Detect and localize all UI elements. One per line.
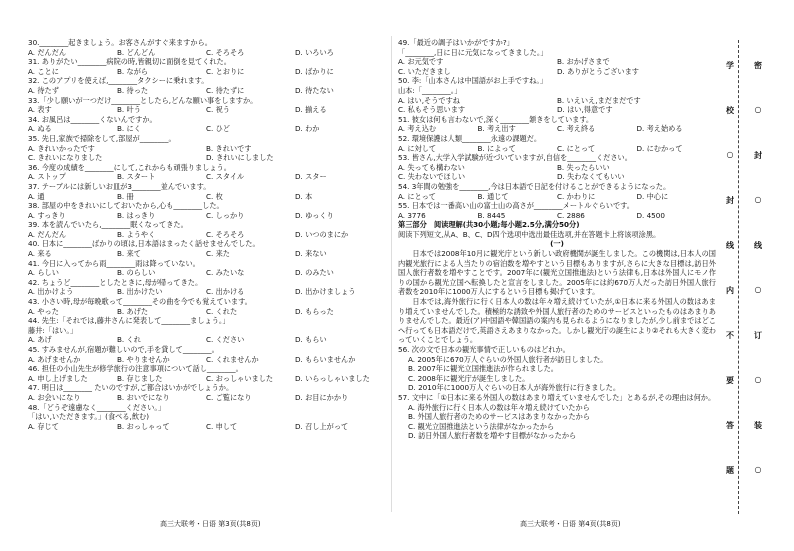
answer-option: C. にとって	[557, 143, 596, 153]
answer-option: A. あげ	[28, 335, 52, 345]
option-row	[28, 144, 384, 154]
option-row	[28, 287, 384, 297]
answer-option: D. 考え始める	[636, 124, 683, 134]
question-stem: 37. テーブルには新しいお皿が3________並んでいます。	[28, 181, 211, 191]
answer-option: D. もらった	[295, 306, 334, 316]
answer-option: D. お目にかかり	[295, 392, 349, 402]
margin-char: ○	[754, 375, 762, 384]
question-stem: 51. 彼女は何も言わないで,深く________頷きをしています。	[398, 114, 594, 124]
margin-char: 答	[726, 421, 734, 430]
option-row	[398, 144, 716, 154]
answer-option: A. ストップ	[28, 172, 66, 182]
answer-option: C. くれた	[206, 306, 238, 316]
answer-option: C. ご覧になり	[206, 392, 252, 402]
answer-option: B. によって	[477, 143, 516, 153]
answer-option: D. 中心に	[636, 191, 669, 201]
answer-option: A. 3776	[398, 210, 426, 220]
answer-option: B. 考え出す	[477, 124, 516, 134]
question-stem: 33.「少し願いが一つだけ________としたら,どんな願い事をしますか。	[28, 95, 258, 105]
answer-option: A. ぬる	[28, 124, 52, 134]
answer-option: C. そろそろ	[206, 47, 245, 57]
answer-option: D. 4500	[636, 210, 665, 220]
margin-char: 线	[754, 241, 762, 250]
answer-option: D. もらい	[295, 335, 327, 345]
answer-option: D. 訪日外国人旅行者数を増やす目標がなかったから	[408, 431, 577, 441]
answer-option: C. くれませんか	[206, 354, 259, 364]
answer-option: A. やった	[28, 306, 59, 316]
answer-option: A. らしい	[28, 268, 59, 278]
answer-option: D. わか	[295, 124, 320, 134]
answer-option: D. いろいろ	[295, 47, 334, 57]
answer-option: B. やりませんか	[117, 354, 170, 364]
answer-option: A. 2005年に670万人ぐらいの外国人旅行者が訪日しました。	[408, 354, 608, 364]
option-row	[398, 211, 716, 221]
answer-option: B. おいでになり	[117, 392, 170, 402]
question-stem: 55. 日本では一番高い山の富士山の高さが________メートルぐらいです。	[398, 201, 634, 211]
answer-option: B. 冊	[117, 191, 134, 201]
answer-option: D. いつのまにか	[295, 229, 349, 239]
left-page	[28, 38, 384, 431]
margin-char: ○	[754, 285, 762, 294]
answer-option: B. スタート	[117, 172, 156, 182]
answer-option: C. 2008年に観光庁が誕生しました。	[408, 373, 530, 383]
answer-option: B. 8445	[477, 210, 506, 220]
answer-option: A. お元気です	[398, 57, 444, 67]
question-stem: 48.「どうぞ遠慮なく________ください。」	[28, 402, 166, 412]
option-row	[28, 153, 384, 163]
option-row	[28, 67, 384, 77]
answer-option: A. はい,そうですね	[398, 95, 460, 105]
question-stem: 30.________起きましょう。お客さんがすぐ来ますから。	[28, 38, 212, 47]
page-divider	[391, 36, 392, 512]
question-stem: 39. 本を読んでいたら,________眠くなってきた。	[28, 220, 188, 230]
answer-option: A. きれいかったです	[28, 143, 95, 153]
answer-option: C. 考え終る	[557, 124, 596, 134]
option-row	[28, 172, 384, 182]
option-row	[398, 124, 716, 134]
question-stem: 43. 小さい時,母が毎晩歌って________その曲を今でも覚えています。	[28, 297, 252, 307]
answer-option: A. 考え込む	[398, 124, 437, 134]
answer-option: B. 出かけたい	[117, 287, 163, 297]
answer-option: B. 来て	[117, 249, 141, 259]
answer-option: A. だんだん	[28, 47, 67, 57]
question-stem: 35. 先日,家族で掃除をして,部屋が________。	[28, 133, 176, 143]
margin-char: 不	[726, 331, 734, 340]
answer-option: D. いらっしゃいました	[295, 373, 370, 383]
dialogue-line: 藤井:「はい。」	[28, 325, 78, 335]
question-stem: 34. お風呂は________くないんですか。	[28, 114, 157, 124]
margin-char: 要	[726, 376, 734, 385]
question-stem: 32. このアプリを使えば,________タクシーに乗れます。	[28, 76, 209, 86]
answer-option: C. みたいな	[206, 268, 245, 278]
answer-option: B. のらしい	[117, 268, 156, 278]
question-stem: 31. ありがたい________病院の時,皆親切に面倒を見てくれた。	[28, 57, 231, 67]
answer-option: C. 私もそう思います	[398, 105, 466, 115]
answer-option: B. 失ったらいい	[557, 162, 610, 172]
answer-option: C. 出かける	[206, 287, 245, 297]
answer-option: B. にく	[117, 124, 141, 134]
margin-char: 封	[754, 151, 762, 160]
option-row	[398, 192, 716, 202]
question-stem: 53. 皆さん,大学入学試験が近づいていますが,自信を________ください。	[398, 153, 632, 163]
answer-option: D. 出かけましょう	[295, 287, 356, 297]
answer-option: C. きれいになりました	[28, 153, 103, 163]
answer-option: A. 海外旅行に行く日本人の数は年々増え続けていたから	[408, 402, 590, 412]
answer-option: A. 待たず	[28, 85, 59, 95]
option-row	[28, 211, 384, 221]
option-row	[28, 249, 384, 259]
option-row	[28, 374, 384, 384]
answer-option: A. あげませんか	[28, 354, 81, 364]
margin-char: ○	[754, 105, 762, 114]
answer-option: D. 揃える	[295, 105, 327, 115]
binding-line	[738, 40, 739, 514]
answer-option: D. ゆっくり	[295, 210, 334, 220]
passage-paragraph: 日本では2008年10月に観光庁という新しい政府機関が誕生しました。この機関は,日本人の国内観光旅行による人当たりの宿泊数を増やすという目標もありますが,さらに大きな目標は,訪日外国人旅行者数を増やすことです。2007年に(観光立国推進法)という法律も,日本は外国人にモノ作りの国から観光立国へ転換したと宣言をしました。2005年には約670万人だった訪日外国人旅行者数を2010年に1000万人にするという目標も掲げています。	[398, 249, 716, 297]
answer-option: C. 祝う	[206, 105, 230, 115]
answer-option: C. 待たずに	[206, 85, 245, 95]
answer-option: C. 2886	[557, 210, 585, 220]
answer-option: A. 出かけよう	[28, 287, 74, 297]
section-instruction: 阅读下列短文,从A、B、C、D四个选项中选出最佳选项,并在答题卡上将该项涂黑。	[398, 229, 661, 239]
answer-option: A. お会いになり	[28, 392, 81, 402]
answer-option: B. あげた	[117, 306, 149, 316]
answer-option: C. ください	[206, 335, 245, 345]
question-stem: 38. 部屋の中をきれいにしておいたから,心も________した。	[28, 201, 224, 211]
passage-heading: (一)	[550, 239, 564, 249]
question-stem: 50. 李:「山本さんは中国語がお上手ですね。」	[398, 76, 548, 86]
answer-option: B. いえいえ,まだまだです	[557, 95, 641, 105]
answer-option: A. 失っても構わない	[398, 162, 465, 172]
answer-option: D. 来ない	[295, 249, 327, 259]
option-row	[28, 105, 384, 115]
question-stem: 56. 次の文で日本の観光事情で正しいものはどれか。	[398, 345, 570, 354]
answer-option: A. に対して	[398, 143, 437, 153]
right-page-footer: 高三大联考・日语 第4页(共8页)	[520, 520, 621, 528]
answer-option: B. くれ	[117, 335, 141, 345]
question-stem: 42. ちょうど________としたときに,母が帰ってきた。	[28, 277, 203, 287]
option-row	[398, 163, 716, 173]
answer-option: C. 来た	[206, 249, 230, 259]
answer-option: D. 2010年に1000万人ぐらいの日本人が海外旅行に行きました。	[408, 383, 621, 393]
answer-option: A. 来る	[28, 249, 52, 259]
margin-char: ○	[754, 195, 762, 204]
answer-option: A. 表す	[28, 105, 52, 115]
answer-option: C. 申して	[206, 421, 238, 431]
answer-option: D. 召し上がって	[295, 421, 349, 431]
margin-char: 订	[754, 331, 762, 340]
answer-option: D. のみたい	[295, 268, 334, 278]
option-row	[28, 393, 384, 403]
option-row	[28, 86, 384, 96]
answer-option: C. そろそろ	[206, 229, 245, 239]
answer-option: D. ありがとうございます	[557, 66, 639, 76]
option-row	[28, 230, 384, 240]
question-stem: 52. 環境保護は人類________永遠の課題だ。	[398, 133, 542, 143]
answer-option: B. ようやく	[117, 229, 156, 239]
option-row	[28, 48, 384, 58]
answer-option: B. どんどん	[117, 47, 156, 57]
answer-option: C. スタイル	[206, 172, 245, 182]
answer-option: A. 存じて	[28, 421, 59, 431]
question-stem: 44. 先生:「それでは,藤井さんに発表して________ましょう。」	[28, 316, 230, 326]
answer-option: A. 通	[28, 191, 45, 201]
answer-option: B. 待った	[117, 85, 149, 95]
question-stem: 54. 3年間の勉強を________,今は日本語で日記を付けることができるようになった。	[398, 181, 671, 191]
margin-char: 装	[754, 421, 762, 430]
answer-option: C. おっしゃいました	[206, 373, 274, 383]
answer-option: B. 外国人旅行者のためのサービスはあまりなかったから	[408, 412, 591, 422]
option-row	[398, 105, 716, 115]
question-stem: 57. 文中に「①日本に来る外国人の数はあまり増えていませんでした」とあるが,その理由は何か。	[398, 392, 716, 402]
answer-option: D. 待たない	[295, 85, 334, 95]
answer-option: B. きれいです	[206, 143, 252, 153]
left-page-footer: 高三大联考・日语 第3页(共8页)	[160, 520, 261, 528]
answer-option: C. いただきまし	[398, 66, 451, 76]
margin-char: 内	[726, 286, 734, 295]
dialogue-line: 「はい,いただきます。」(食べる,飲む)	[28, 412, 150, 422]
answer-option: A. 申し上げました	[28, 373, 88, 383]
question-stem: 46. 担任の小山先生が修学旅行の注意事項について話し________。	[28, 364, 243, 374]
answer-option: B. 2007年に観光立国推進法が作られました。	[408, 364, 558, 374]
answer-option: D. にむかって	[636, 143, 683, 153]
answer-option: C. 観光立国推進法という法律がなかったから	[408, 421, 555, 431]
answer-option: B. 通じて	[477, 191, 509, 201]
answer-option: D. もらいませんか	[295, 354, 356, 364]
option-row	[28, 192, 384, 202]
answer-option: C. ひど	[206, 124, 230, 134]
answer-option: D. 失わなくてもいい	[557, 172, 625, 182]
passage-paragraph: 日本では,海外旅行に行く日本人の数は年々増え続けていたが,①日本に来る外国人の数はあまり増えていませんでした。積極的な誘致や外国人旅行者のためのサービスといったものはあまりありませんでした。最近(ア)中国語や韓国語の案内も見られるようになりましたが,少し前まではどこへ行っても日本語だけで,英語さえあまりなかった。しかし観光庁の誕生により②それも大きく変わっていくことでしょう。	[398, 297, 716, 345]
margin-char: ○	[754, 465, 762, 474]
question-stem: 41. 今日に入ってから雨________雨は降っていない。	[28, 258, 200, 268]
margin-char: 密	[754, 61, 762, 70]
right-page	[398, 38, 716, 441]
question-stem: 40. 日本に________ばかりの頃は,日本語はまったく話せませんでした。	[28, 239, 260, 249]
answer-option: C. とおりに	[206, 66, 245, 76]
option-row	[28, 335, 384, 345]
margin-char: 线	[726, 241, 734, 250]
option-row	[28, 422, 384, 432]
answer-option: B. おかげさまで	[557, 57, 610, 67]
option-row	[398, 67, 716, 77]
option-row	[398, 57, 716, 67]
answer-option: D. はい,得意です	[557, 105, 613, 115]
answer-option: B. 叶う	[117, 105, 141, 115]
section-title: 第三部分 阅读理解(共30小题;每小题2.5分,满分50分)	[398, 220, 580, 230]
option-row	[398, 172, 716, 182]
answer-option: A. にとって	[398, 191, 436, 201]
margin-char: 校	[726, 106, 734, 115]
answer-option: C. しっかり	[206, 210, 245, 220]
dialogue-line: 山本:「________。」	[398, 85, 462, 95]
answer-option: B. 存じました	[117, 373, 163, 383]
answer-option: B. ながら	[117, 66, 149, 76]
question-stem: 45. すみませんが,宿題が難しいので,手を貸して________。	[28, 345, 219, 354]
answer-option: C. 枚	[206, 191, 223, 201]
answer-option: D. ばかりに	[295, 66, 334, 76]
margin-char: 学	[726, 61, 734, 70]
answer-option: C. 失わないでほしい	[398, 172, 466, 182]
answer-option: A. ことに	[28, 66, 59, 76]
answer-option: C. かわりに	[557, 191, 596, 201]
answer-option: A. だんだん	[28, 229, 67, 239]
answer-option: D. 本	[295, 191, 313, 201]
dialogue-line: 「________,日に日に元気になってきました。」	[398, 47, 548, 57]
option-row	[398, 96, 716, 106]
question-stem: 36. 今度の成績を________にして,これからも頑張りましょう。	[28, 162, 231, 172]
answer-option: B. おっしゃって	[117, 421, 170, 431]
option-row	[28, 355, 384, 365]
option-row	[28, 268, 384, 278]
margin-char: 题	[726, 466, 734, 475]
option-row	[28, 124, 384, 134]
answer-option: D. きれいにしました	[206, 153, 274, 163]
question-stem: 49.「最近の調子はいかがですか?」	[398, 38, 514, 47]
answer-option: B. はっきり	[117, 210, 156, 220]
answer-option: D. スター	[295, 172, 327, 182]
margin-char: ○	[726, 150, 734, 159]
option-row	[28, 307, 384, 317]
answer-option: A. すっきり	[28, 210, 66, 220]
margin-char: 封	[726, 196, 734, 205]
question-stem: 47. 明日は________ たいのですが,ご都合はいかがでしょうか。	[28, 383, 234, 393]
